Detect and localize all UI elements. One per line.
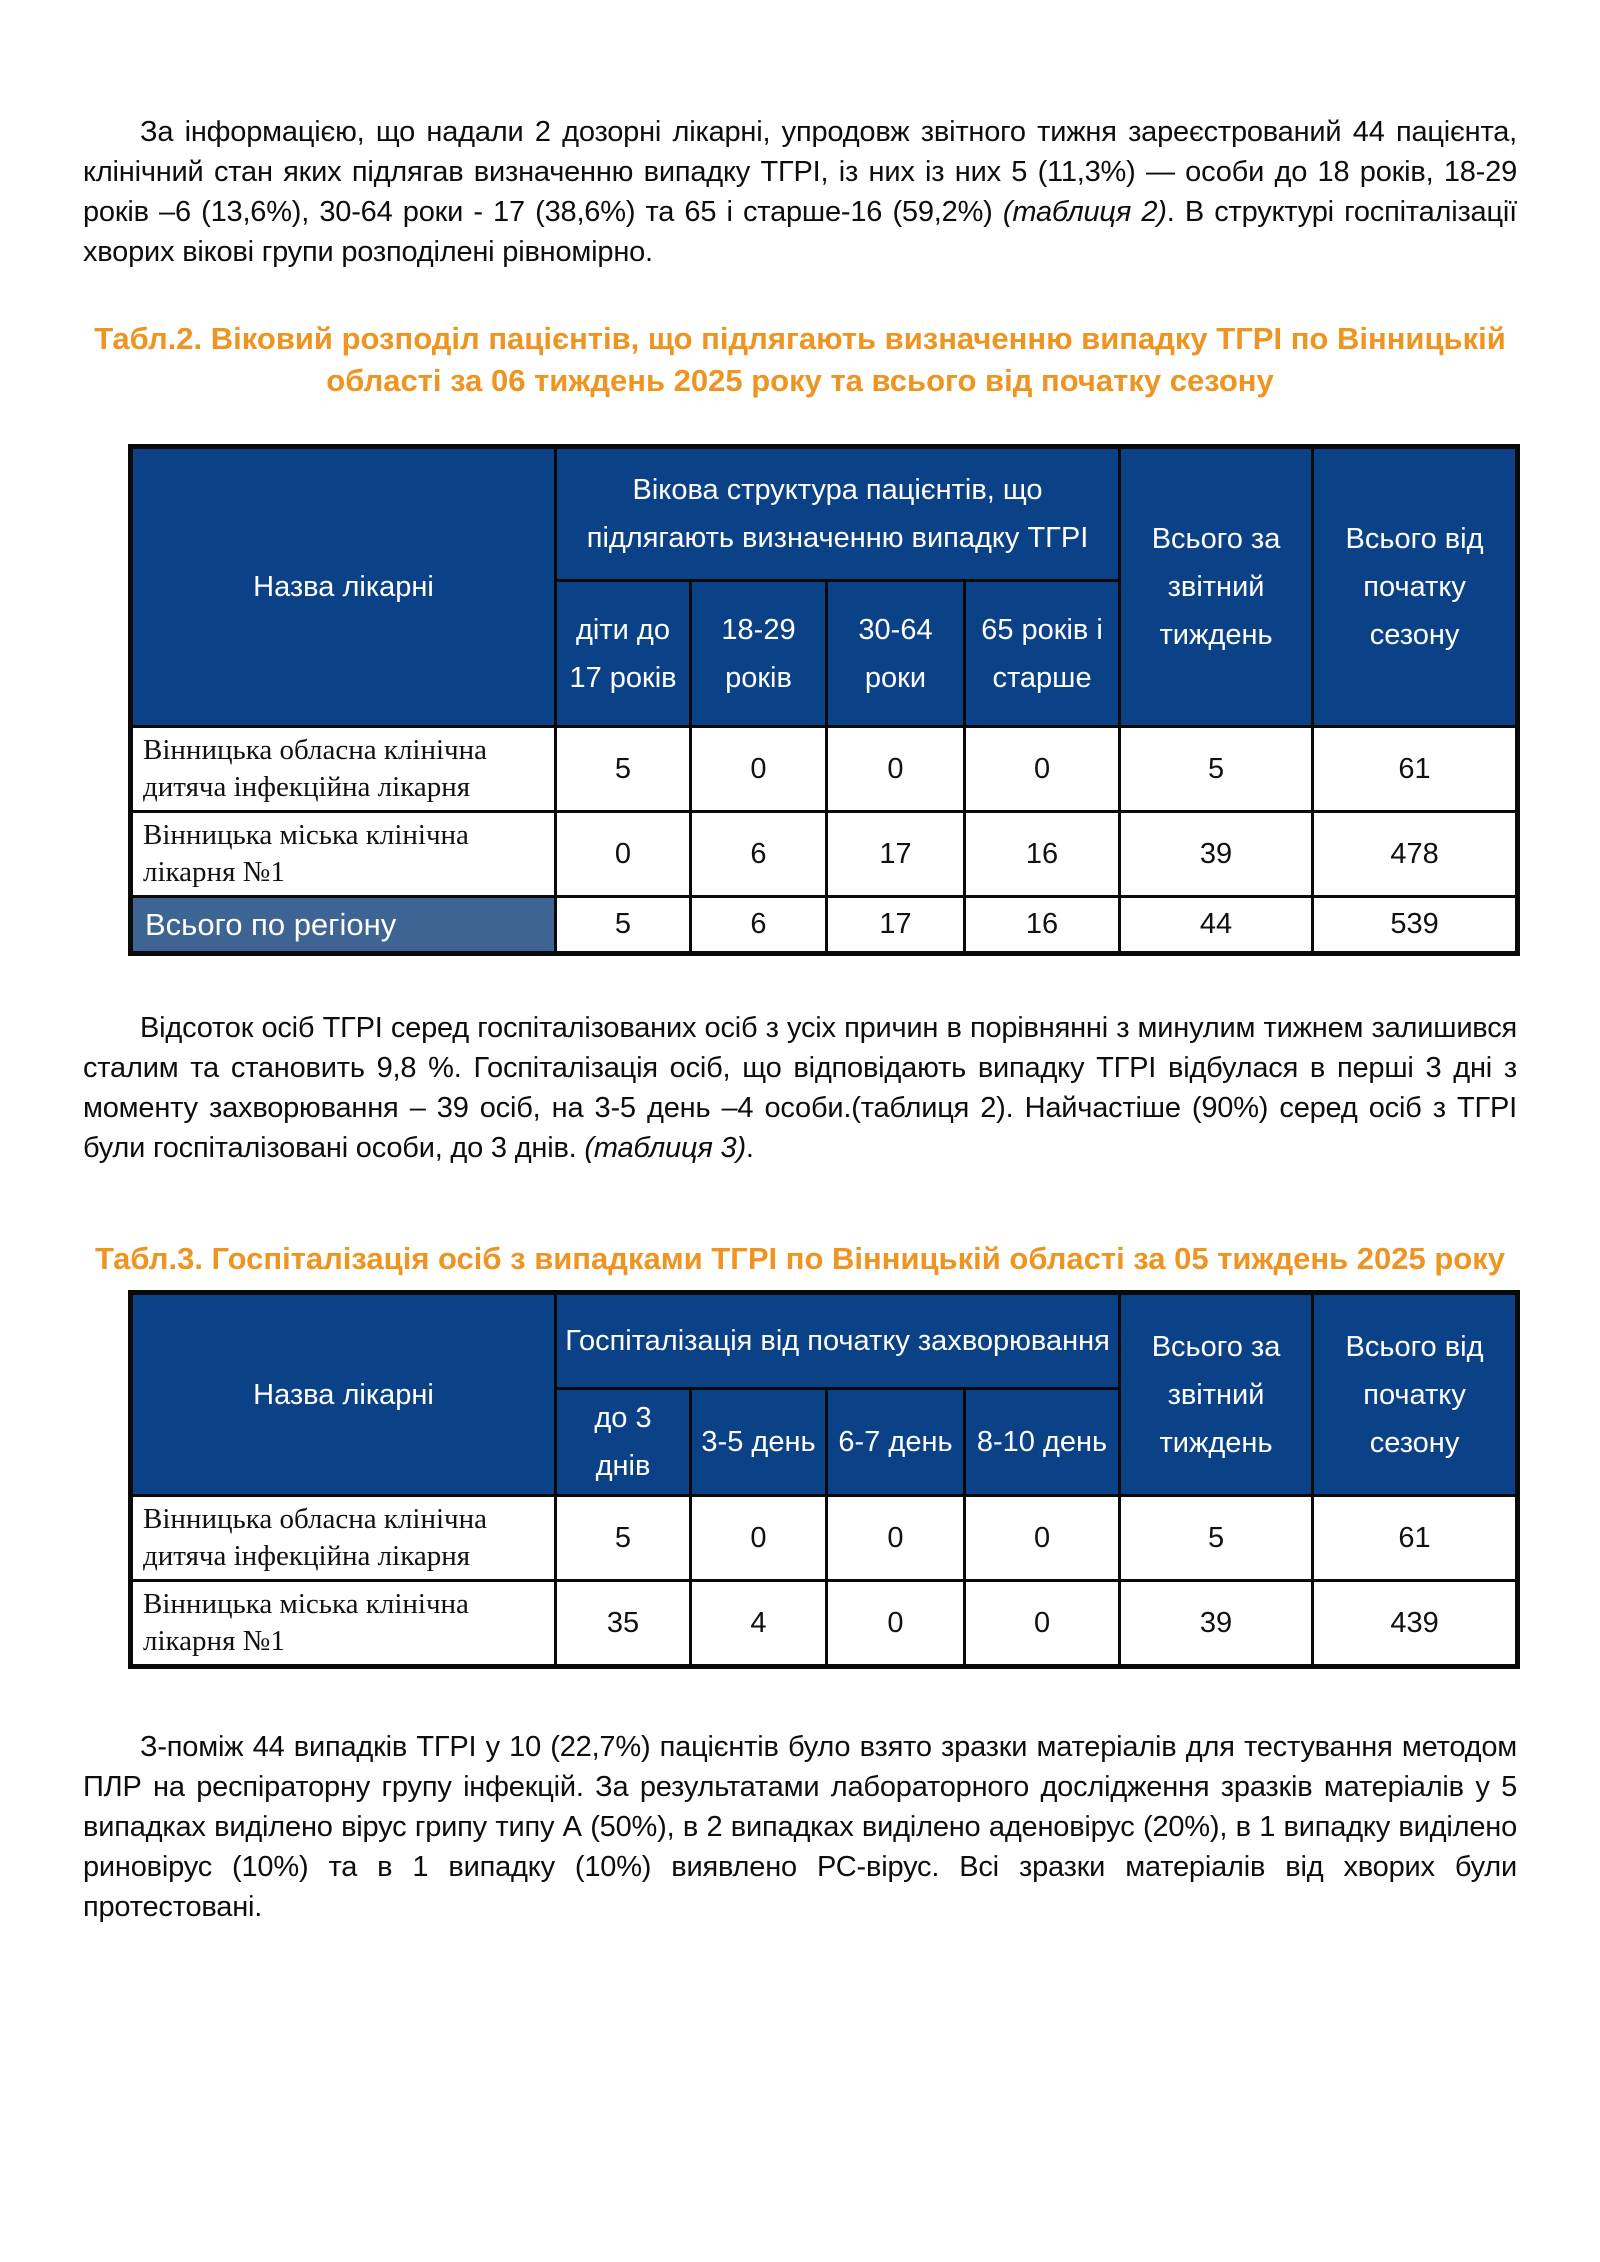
value-cell: 0 (965, 1581, 1120, 1667)
value-cell: 439 (1313, 1581, 1518, 1667)
value-cell: 0 (691, 727, 827, 812)
paragraph-1-main: За інформацією, що надали 2 дозорні лікарні, упродовж звітного тижня зареєстрований 44 пацієнта, клінічний стан яких підлягав визначенню випадку ТГРІ, із них із них 5 (11,3%) — особи до 18 років, 18-29 років –6 (13,6%), 30-64 роки - 17 (38,6%) та 65 і старше-16 (59,2%) (83, 116, 1517, 228)
table2-row-children-hospital (131, 727, 1518, 812)
paragraph-2-main: Відсоток осіб ТГРІ серед госпіталізованих осіб з усіх причин в порівнянні з минулим тижнем залишився сталим та становить 9,8 %. Госпіталізація осіб, що відповідають випадку ТГРІ відбулася в перші 3 дні з моменту захворювання – 39 осіб, на 3-5 день –4 особи.(таблиця 2). Найчастіше (90%) серед осіб з ТГРІ були госпіталізовані особи, до 3 днів. (83, 1012, 1517, 1164)
paragraph-1 (83, 112, 1517, 272)
value-cell: 39 (1120, 812, 1313, 897)
value-cell: 6 (691, 812, 827, 897)
value-cell: 0 (827, 727, 965, 812)
table2-header-group: Вікова структура пацієнтів, що підлягають визначенню випадку ТГРІ (556, 447, 1120, 581)
table3-subheader-8-10days: 8-10 день (965, 1389, 1120, 1496)
table3-row-children-hospital (131, 1496, 1518, 1581)
value-cell: 35 (556, 1581, 691, 1667)
table3-hospitalization-timing (128, 1290, 1520, 1669)
table2-header-season-total: Всього від початку сезону (1313, 447, 1518, 727)
hospital-name: Вінницька міська клінічна лікарня №1 (131, 1581, 556, 1667)
table2-row-city-hospital (131, 812, 1518, 897)
paragraph-3-main: З-поміж 44 випадків ТГРІ у 10 (22,7%) пацієнтів було взято зразки матеріалів для тестування методом ПЛР на респіраторну групу інфекцій. За результатами лабораторного дослідження зразків матеріалів у 5 випадках виділено вірус грипу типу А (50%), в 2 випадках виділено аденовірус (20%), в 1 випадку виділено риновірус (10%) та в 1 випадку (10%) виявлено РС-вірус. Всі зразки матеріалів від хворих були протестовані. (83, 1731, 1517, 1923)
value-cell: 16 (965, 897, 1120, 954)
table3-header-season-total: Всього від початку сезону (1313, 1293, 1518, 1496)
table3-subheader-under3days: до 3 днів (556, 1389, 691, 1496)
hospital-name: Вінницька обласна клінічна дитяча інфекційна лікарня (131, 1496, 556, 1581)
value-cell: 17 (827, 812, 965, 897)
value-cell: 0 (827, 1496, 965, 1581)
value-cell: 4 (691, 1581, 827, 1667)
table2-header-week-total: Всього за звітний тиждень (1120, 447, 1313, 727)
table3-subheader-6-7days: 6-7 день (827, 1389, 965, 1496)
hospital-name: Вінницька обласна клінічна дитяча інфекційна лікарня (131, 727, 556, 812)
paragraph-2-tail: . (745, 1132, 754, 1164)
paragraph-1-italic-ref: (таблиця 2) (1002, 196, 1167, 228)
value-cell: 16 (965, 812, 1120, 897)
table2-row-region-total (131, 897, 1518, 954)
value-cell: 6 (691, 897, 827, 954)
table2-title: Табл.2. Віковий розподіл пацієнтів, що підлягають визначенню випадку ТГРІ по Вінницькій області за 06 тиждень 2025 року та всього від початку сезону (94, 321, 1506, 398)
value-cell: 5 (1120, 1496, 1313, 1581)
paragraph-2 (83, 1008, 1517, 1168)
table3-header-hospital: Назва лікарні (131, 1293, 556, 1496)
value-cell: 17 (827, 897, 965, 954)
value-cell: 478 (1313, 812, 1518, 897)
paragraph-1-tail: . В структурі госпіталізації хворих вікові групи розподілені рівномірно. (83, 196, 1517, 268)
table3-subheader-3-5days: 3-5 день (691, 1389, 827, 1496)
table2-header-hospital: Назва лікарні (131, 447, 556, 727)
value-cell: 61 (1313, 1496, 1518, 1581)
table2-subheader-30-64: 30-64 роки (827, 581, 965, 727)
table3-header-week-total: Всього за звітний тиждень (1120, 1293, 1313, 1496)
value-cell: 61 (1313, 727, 1518, 812)
paragraph-3 (83, 1727, 1517, 1927)
value-cell: 0 (827, 1581, 965, 1667)
table3-title: Табл.3. Госпіталізація осіб з випадками ТГРІ по Вінницькій області за 05 тиждень 2025 року (95, 1241, 1505, 1276)
hospital-name: Вінницька міська клінічна лікарня №1 (131, 812, 556, 897)
value-cell: 0 (965, 727, 1120, 812)
value-cell: 539 (1313, 897, 1518, 954)
value-cell: 0 (965, 1496, 1120, 1581)
value-cell: 0 (691, 1496, 827, 1581)
value-cell: 5 (556, 727, 691, 812)
region-total-label: Всього по регіону (131, 897, 556, 954)
value-cell: 44 (1120, 897, 1313, 954)
value-cell: 0 (556, 812, 691, 897)
table2-subheader-65plus: 65 років і старше (965, 581, 1120, 727)
table2-age-distribution (128, 444, 1520, 956)
value-cell: 5 (1120, 727, 1313, 812)
paragraph-2-italic-ref: (таблиця 3) (584, 1132, 746, 1164)
table3-row-city-hospital (131, 1581, 1518, 1667)
table2-subheader-18-29: 18-29 років (691, 581, 827, 727)
value-cell: 39 (1120, 1581, 1313, 1667)
table2-subheader-0-17: діти до 17 років (556, 581, 691, 727)
table3-header-group: Госпіталізація від початку захворювання (556, 1293, 1120, 1389)
value-cell: 5 (556, 1496, 691, 1581)
value-cell: 5 (556, 897, 691, 954)
